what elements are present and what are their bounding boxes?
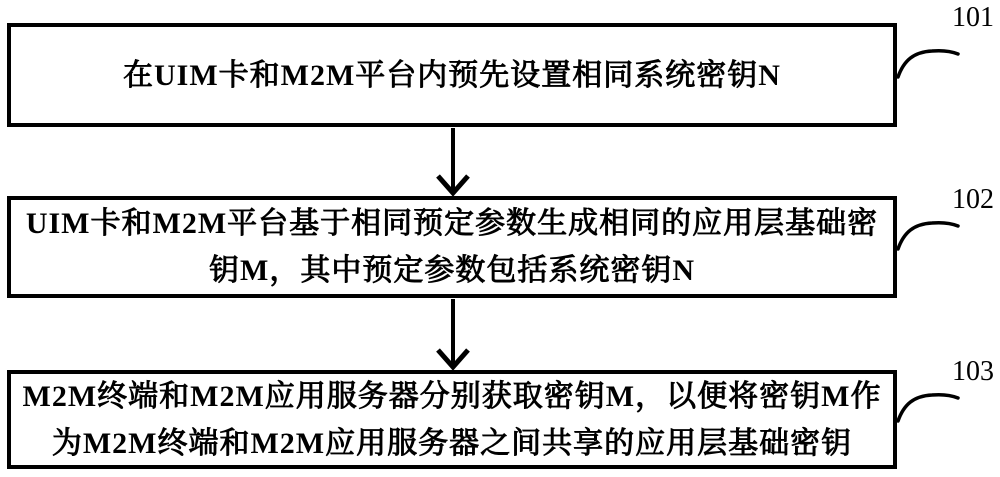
leader-line-102 (898, 223, 958, 249)
flow-arrow-1 (438, 128, 468, 193)
leader-line-103 (898, 395, 958, 421)
step-102-text-line-2: 钥M，其中预定参数包括系统密钥N (209, 254, 695, 287)
step-ref-label-101: 101 (952, 2, 994, 33)
step-ref-label-103: 103 (952, 356, 994, 387)
flow-arrow-2 (438, 299, 468, 367)
step-103-text-line-2: 为M2M终端和M2M应用服务器之间共享的应用层基础密钥 (51, 426, 853, 460)
leader-line-101 (898, 51, 958, 77)
step-box-102 (7, 196, 897, 298)
step-103-text-line-1: M2M终端和M2M应用服务器分别获取密钥M，以便将密钥M作 (22, 379, 882, 413)
step-box-101 (7, 23, 897, 127)
step-102-text-line-1: UIM卡和M2M平台基于相同预定参数生成相同的应用层基础密 (25, 207, 879, 240)
step-box-103 (7, 370, 897, 469)
step-101-text-line-1: 在UIM卡和M2M平台内预先设置相同系统密钥N (123, 58, 781, 92)
step-ref-label-102: 102 (952, 184, 994, 215)
